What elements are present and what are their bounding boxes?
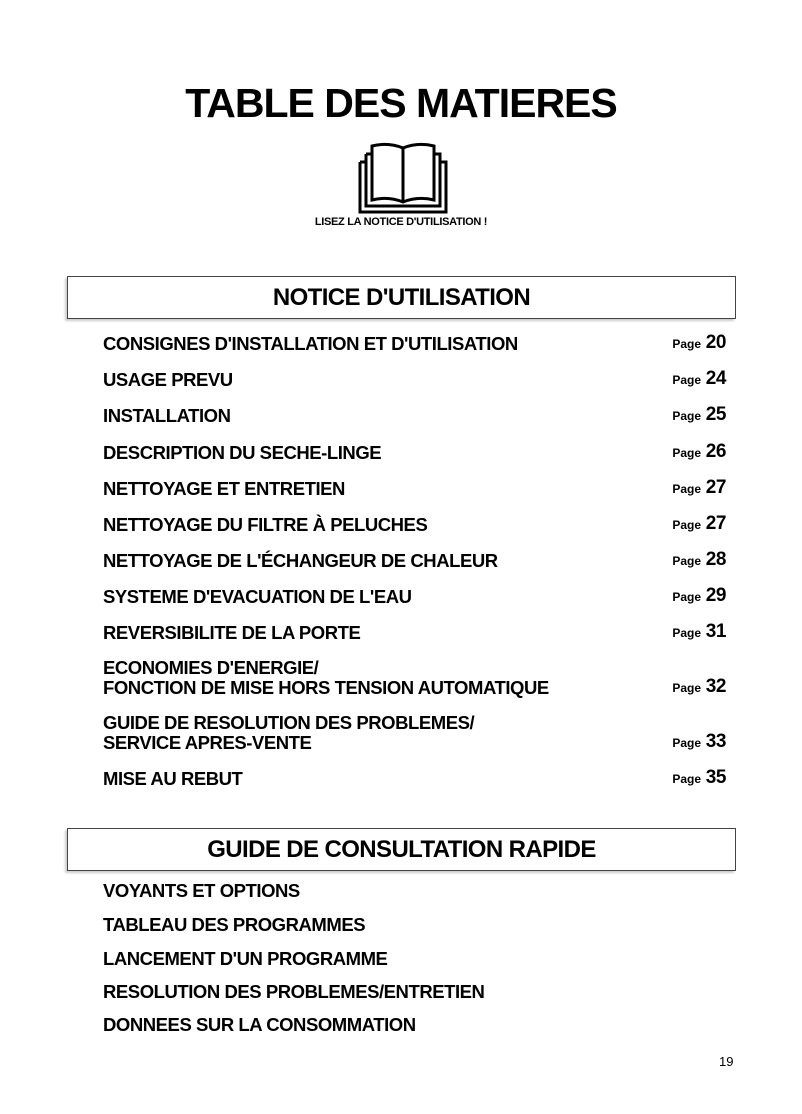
toc-entry[interactable] (103, 623, 726, 643)
open-book-icon (358, 142, 448, 214)
toc-entry-label: NETTOYAGE DE L'ÉCHANGEUR DE CHALEUR (103, 550, 498, 571)
page-number-ref: 26 (705, 441, 726, 462)
page-number: 19 (719, 1054, 734, 1069)
page-word: Page (672, 409, 702, 423)
quick-guide-item[interactable]: LANCEMENT D'UN PROGRAMME (103, 948, 388, 969)
toc-entry[interactable] (103, 551, 726, 571)
toc-page-ref (672, 621, 726, 643)
page-number-ref: 25 (705, 404, 726, 425)
toc-entry-label: FONCTION DE MISE HORS TENSION AUTOMATIQUE (103, 677, 549, 698)
page-number-ref: 28 (705, 549, 726, 570)
page-number-ref: 27 (705, 477, 726, 498)
page-title: TABLE DES MATIERES (185, 80, 617, 126)
page-word: Page (672, 590, 702, 604)
toc-entry-label: NETTOYAGE DU FILTRE À PELUCHES (103, 514, 428, 535)
toc-entry-label: CONSIGNES D'INSTALLATION ET D'UTILISATION (103, 333, 518, 354)
quick-guide-item[interactable]: DONNEES SUR LA CONSOMMATION (103, 1014, 416, 1035)
page-number-ref: 27 (705, 513, 726, 534)
page-word: Page (672, 337, 702, 351)
toc-entry[interactable] (103, 370, 726, 390)
page-word: Page (672, 772, 702, 786)
toc-entry-label: REVERSIBILITE DE LA PORTE (103, 622, 361, 643)
toc-page-ref (672, 676, 726, 698)
toc-page-ref (672, 404, 726, 426)
toc-entry-label: USAGE PREVU (103, 369, 233, 390)
page-word: Page (672, 554, 702, 568)
toc-page-ref (672, 585, 726, 607)
toc-page-ref (672, 332, 726, 354)
toc-entry-label: NETTOYAGE ET ENTRETIEN (103, 478, 345, 499)
toc-entry-label: DESCRIPTION DU SECHE-LINGE (103, 442, 382, 463)
toc-entry[interactable] (103, 406, 726, 426)
page-word: Page (672, 482, 702, 496)
page-word: Page (672, 518, 702, 532)
toc-entry-label: SERVICE APRES-VENTE (103, 732, 312, 753)
toc-page-ref (672, 731, 726, 753)
toc-entry[interactable] (103, 587, 726, 607)
toc-entry[interactable] (103, 443, 726, 463)
section-heading-notice: NOTICE D'UTILISATION (67, 276, 736, 319)
toc-entry[interactable] (103, 515, 726, 535)
toc-entry[interactable] (103, 769, 726, 789)
quick-guide-item[interactable]: RESOLUTION DES PROBLEMES/ENTRETIEN (103, 981, 485, 1002)
page-number-ref: 20 (705, 332, 726, 353)
toc-entry-label: INSTALLATION (103, 405, 231, 426)
page-word: Page (672, 626, 702, 640)
toc-entry[interactable] (103, 479, 726, 499)
page-word: Page (672, 373, 702, 387)
page-number-ref: 31 (705, 621, 726, 642)
toc-entry[interactable] (103, 658, 726, 698)
page-number-ref: 24 (705, 368, 726, 389)
section-heading-quick-guide: GUIDE DE CONSULTATION RAPIDE (67, 828, 736, 871)
toc-page-ref (672, 441, 726, 463)
toc-page-ref (672, 368, 726, 390)
read-instructions-caption: LISEZ LA NOTICE D'UTILISATION ! (314, 216, 488, 228)
page-word: Page (672, 736, 702, 750)
toc-entry-label: GUIDE DE RESOLUTION DES PROBLEMES/ (103, 712, 475, 733)
page-number-ref: 29 (705, 585, 726, 606)
toc-page-ref (672, 767, 726, 789)
quick-guide-item[interactable]: TABLEAU DES PROGRAMMES (103, 914, 366, 935)
page-word: Page (672, 446, 702, 460)
page-word: Page (672, 681, 702, 695)
toc-page-ref (672, 513, 726, 535)
quick-guide-item[interactable]: VOYANTS ET OPTIONS (103, 880, 300, 901)
toc-entry[interactable] (103, 713, 726, 753)
page-number-ref: 32 (705, 676, 726, 697)
toc-page-ref (672, 549, 726, 571)
toc-entry-label: ECONOMIES D'ENERGIE/ (103, 657, 319, 678)
toc-page-ref (672, 477, 726, 499)
toc-entry[interactable] (103, 334, 726, 354)
page-number-ref: 35 (705, 767, 726, 788)
toc-entry-label: MISE AU REBUT (103, 768, 243, 789)
page-number-ref: 33 (705, 731, 726, 752)
toc-entry-label: SYSTEME D'EVACUATION DE L'EAU (103, 586, 412, 607)
